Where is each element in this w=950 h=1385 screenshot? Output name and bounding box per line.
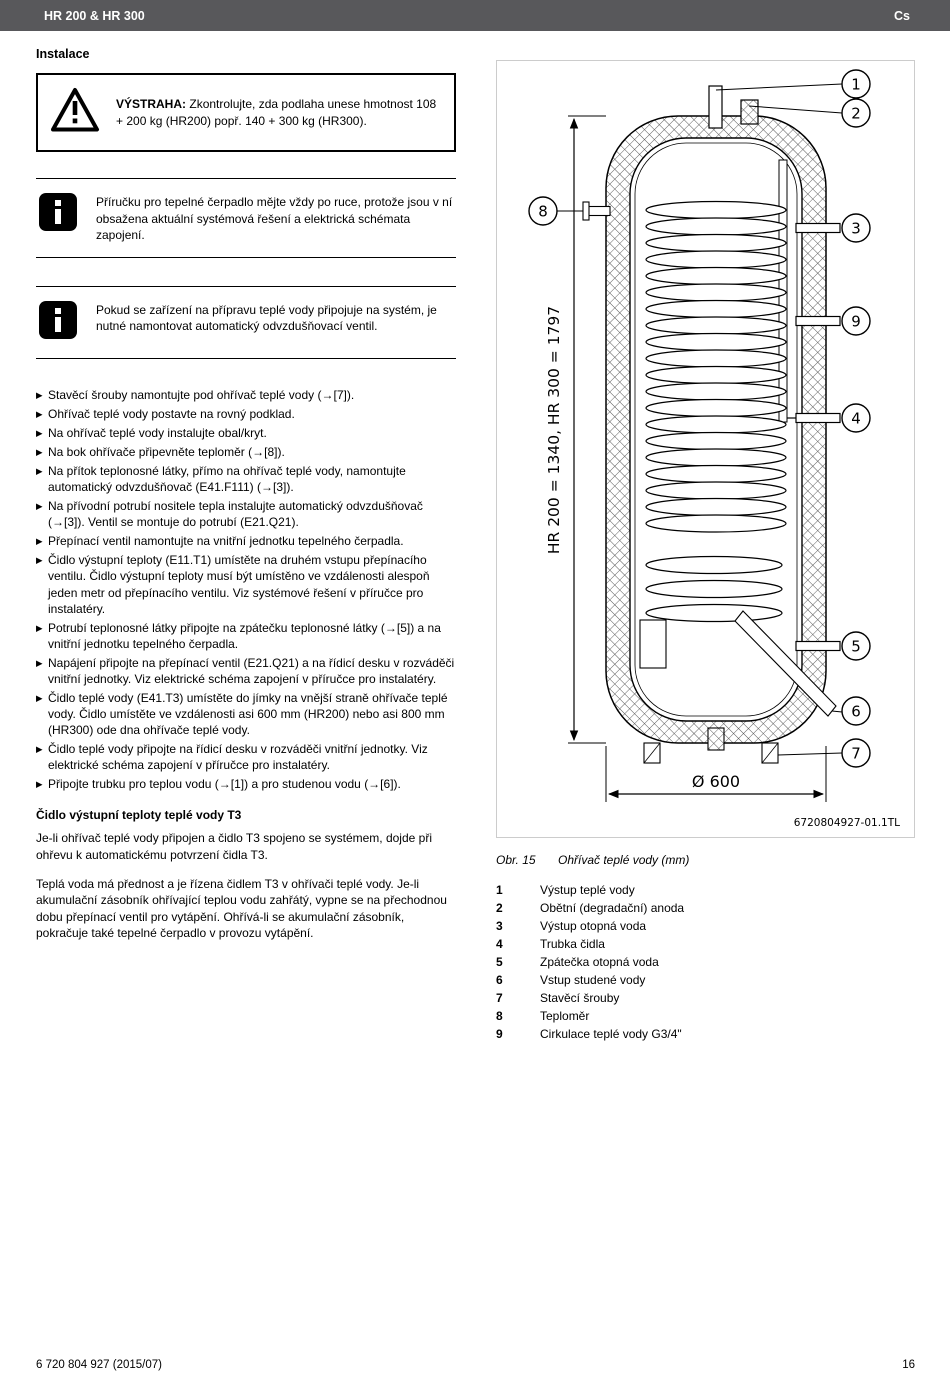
step-text: ▶ Ohřívač teplé vody postavte na rovný podklad. xyxy=(48,406,295,421)
water-heater-diagram xyxy=(496,60,915,838)
figure-column xyxy=(496,31,915,1045)
warning-label: VÝSTRAHA: xyxy=(116,96,187,111)
header-language-code: Cs xyxy=(894,8,910,23)
svg-text:7: 7 xyxy=(851,744,861,763)
legend-row xyxy=(496,1009,915,1023)
section-title: Instalace xyxy=(36,47,90,61)
callout-1 xyxy=(842,70,870,98)
paragraph: Je-li ohřívač teplé vody připojen a čidlo T3 spojeno se systémem, dojde při ohřevu k automatickému potvrzení čidla T3. xyxy=(36,831,432,862)
step-text: ▶ Potrubí teplonosné látky připojte na zpátečku teplonosné látky (→[5]) a na vnitřní jednotku tepelného čerpadla. xyxy=(48,620,441,651)
step-text: ▶ Připojte trubku pro teplou vodu (→[1]) a pro studenou vodu (→[6]). xyxy=(48,777,401,792)
height-dimension-label: HR 200 = 1340, HR 300 = 1797 xyxy=(545,305,563,555)
info-icon xyxy=(38,300,78,345)
notice-text: Příručku pro tepelné čerpadlo mějte vždy po ruce, protože jsou v ní obsažena aktuální systémová řešení a elektrická schémata zapojení. xyxy=(96,195,453,243)
step-item xyxy=(36,406,456,422)
step-text: ▶ Čidlo teplé vody připojte na řídicí desku v rozváděči vnitřní jednotky. Viz elektrické schéma zapojení v příručce pro instalatéry. xyxy=(48,742,428,773)
text-column xyxy=(36,31,456,1045)
step-item xyxy=(36,690,456,738)
callout-5 xyxy=(842,632,870,660)
callout-3 xyxy=(842,214,870,242)
figure-ref-number: 6720804927-01.1TL xyxy=(793,817,900,829)
step-item xyxy=(36,552,456,616)
legend-text: Zpátečka otopná voda xyxy=(540,955,659,969)
callout-6 xyxy=(842,697,870,725)
warning-body: Zkontrolujte, zda podlaha unese hmotnost 108 + 200 kg (HR200) popř. 140 + 300 kg (HR300). xyxy=(116,96,437,128)
step-item xyxy=(36,463,456,495)
svg-text:8: 8 xyxy=(538,202,548,221)
legend-text: Trubka čidla xyxy=(540,937,605,951)
step-text: ▶ Na ohřívač teplé vody instalujte obal/kryt. xyxy=(48,425,267,440)
step-text: ▶ Stavěcí šrouby namontujte pod ohřívač teplé vody (→[7]). xyxy=(48,387,355,402)
svg-text:3: 3 xyxy=(851,219,861,238)
step-item xyxy=(36,533,456,549)
figure-legend xyxy=(496,883,915,1041)
notice-text: Pokud se zařízení na přípravu teplé vody připojuje na systém, je nutné namontovat automatický odvzdušňovací ventil. xyxy=(96,302,437,334)
step-item xyxy=(36,425,456,441)
legend-text: Teploměr xyxy=(540,1009,590,1023)
caption-text: Ohřívač teplé vody (mm) xyxy=(558,853,690,867)
step-item xyxy=(36,498,456,530)
step-item xyxy=(36,655,456,687)
legend-row xyxy=(496,991,915,1005)
step-text: ▶ Na přítok teplonosné látky, přímo na ohřívač teplé vody, namontujte automatický odvzdušňovač (E41.F111) (→[3]). xyxy=(48,463,406,495)
legend-num: 5 xyxy=(496,955,503,969)
legend-text: Vstup studené vody xyxy=(540,973,646,987)
svg-text:9: 9 xyxy=(851,312,861,331)
legend-num: 8 xyxy=(496,1009,503,1023)
legend-row xyxy=(496,973,915,987)
step-text: ▶ Na přívodní potrubí nositele tepla instalujte automatický odvzdušňovač (→[3]). Ventil se montuje do potrubí (E21.Q21). xyxy=(48,499,423,530)
footer-doc-number: 6 720 804 927 (2015/07) xyxy=(36,1359,162,1371)
legend-row xyxy=(496,955,915,969)
legend-text: Stavěcí šrouby xyxy=(540,991,620,1005)
step-item xyxy=(36,387,456,403)
callout-2 xyxy=(842,99,870,127)
warning-box xyxy=(36,73,456,152)
step-item xyxy=(36,444,456,460)
legend-text: Obětní (degradační) anoda xyxy=(540,901,685,915)
drain-fitting xyxy=(708,728,724,750)
svg-text:1: 1 xyxy=(851,75,861,94)
page-footer xyxy=(36,1359,915,1371)
step-text: ▶ Čidlo teplé vody (E41.T3) umístěte do jímky na vnější straně ohřívače teplé vody. Čidlo umístěte ve vzdálenosti asi 600 mm (HR200) nebo asi 800 mm (HR300) ode dna ohřívače teplé vody. xyxy=(48,690,448,738)
step-text: ▶ Na bok ohřívače připevněte teploměr (→[8]). xyxy=(48,444,285,459)
step-item xyxy=(36,741,456,773)
step-text: ▶ Přepínací ventil namontujte na vnitřní jednotku tepelného čerpadla. xyxy=(48,534,404,549)
info-icon xyxy=(38,192,78,237)
svg-text:6: 6 xyxy=(851,702,861,721)
callout-7 xyxy=(842,739,870,767)
footer-page-number: 16 xyxy=(902,1359,915,1371)
legend-row xyxy=(496,919,915,933)
callout-9 xyxy=(842,307,870,335)
header-title: HR 200 & HR 300 xyxy=(44,8,145,23)
hot-water-outlet-pipe xyxy=(709,86,722,128)
legend-num: 7 xyxy=(496,991,503,1005)
caption-label: Obr. 15 xyxy=(496,853,536,867)
paragraph: Teplá voda má přednost a je řízena čidlem T3 v ohřívači teplé vody. Je-li akumulační zásobník ohřívající teplou vodu zahřátý, vypne se na přechodnou dobu přepínací ventil pro vytápění. Ohřívá-li se akumulační zásobník, pokračuje také tepelné čerpadlo v provozu vytápění. xyxy=(36,876,447,941)
figure-caption xyxy=(496,853,915,867)
info-notice xyxy=(36,286,456,359)
legend-num: 9 xyxy=(496,1027,503,1041)
page-content xyxy=(36,31,915,1045)
callout-8 xyxy=(529,197,557,225)
step-item xyxy=(36,776,456,792)
legend-num: 3 xyxy=(496,919,503,933)
legend-row xyxy=(496,883,915,897)
step-text: ▶ Napájení připojte na přepínací ventil (E21.Q21) a na řídicí desku v rozváděči vnitřní jednotky. Viz elektrické schéma zapojení v příručce pro instalatéry. xyxy=(48,655,455,686)
callout-4 xyxy=(842,404,870,432)
legend-row xyxy=(496,1027,915,1041)
legend-row xyxy=(496,901,915,915)
legend-text: Cirkulace teplé vody G3/4" xyxy=(540,1027,682,1041)
legend-num: 1 xyxy=(496,883,503,897)
installation-steps xyxy=(36,387,456,793)
warning-text xyxy=(116,96,442,129)
sensor-pocket xyxy=(640,620,666,668)
legend-text: Výstup teplé vody xyxy=(540,883,635,897)
svg-text:2: 2 xyxy=(851,104,861,123)
legend-text: Výstup otopná voda xyxy=(540,919,647,933)
warning-triangle-icon xyxy=(50,87,100,138)
subsection-title: Čidlo výstupní teploty teplé vody T3 xyxy=(36,808,242,823)
svg-text:5: 5 xyxy=(851,637,861,656)
diameter-dimension-label: Ø 600 xyxy=(691,772,741,791)
legend-num: 6 xyxy=(496,973,503,987)
step-item xyxy=(36,620,456,652)
step-text: ▶ Čidlo výstupní teploty (E11.T1) umístěte na druhém vstupu přepínacího ventilu. Čidlo výstupní teploty musí být umístěno ve vzdálenosti alespoň jeden metr od přepínacího ventilu. Viz systémové řešení v příručce pro instalatéry. xyxy=(48,553,430,616)
anode-fitting xyxy=(741,100,758,124)
header-bar xyxy=(0,0,950,31)
info-notice xyxy=(36,178,456,258)
legend-row xyxy=(496,937,915,951)
legend-num: 4 xyxy=(496,937,503,951)
svg-text:4: 4 xyxy=(851,409,861,428)
legend-num: 2 xyxy=(496,901,503,915)
